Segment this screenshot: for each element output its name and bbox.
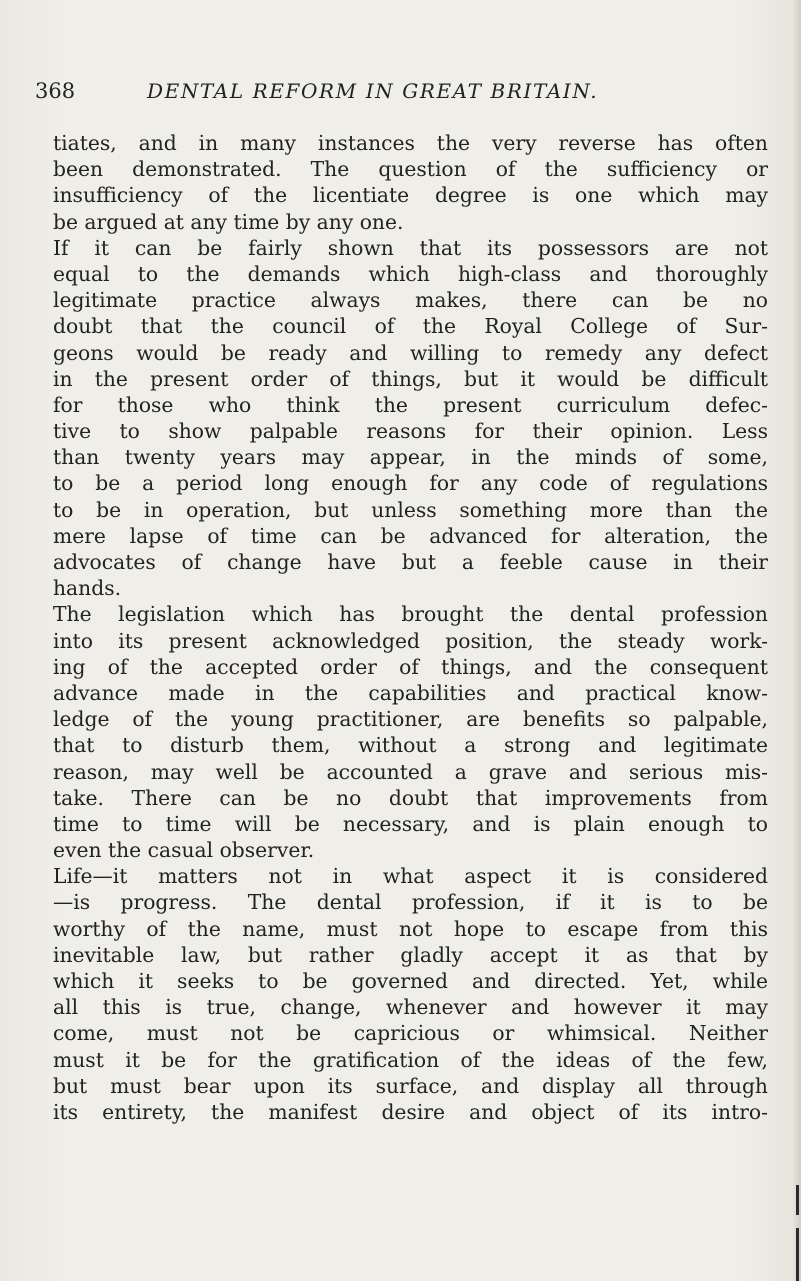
running-head: DENTAL REFORM IN GREAT BRITAIN. [147, 79, 599, 103]
body-text [53, 130, 768, 1125]
text-line: to be a period long enough for any code of regulations [53, 471, 768, 496]
page-header [35, 78, 765, 104]
text-line: reason, may well be accounted a grave and serious mis- [53, 759, 768, 784]
edge-mark [796, 1185, 799, 1215]
text-line: tiates, and in many instances the very reverse has often [53, 131, 768, 155]
text-line: for those who think the present curriculum defec- [53, 392, 768, 417]
text-line: inevitable law, but rather gladly accept it as that by [53, 942, 768, 967]
text-line: geons would be ready and willing to remedy any defect [53, 340, 768, 365]
text-line: tive to show palpable reasons for their opinion. Less [53, 419, 768, 444]
text-line: ledge of the young practitioner, are benefits so palpable, [53, 707, 768, 732]
text-line: but must bear upon its surface, and display all through [53, 1073, 768, 1098]
text-line: be argued at any time by any one. [53, 209, 404, 234]
text-line: all this is true, change, whenever and however it may [53, 995, 768, 1020]
text-line: which it seeks to be governed and directed. Yet, while [53, 969, 768, 993]
text-line: worthy of the name, must not hope to escape from this [53, 916, 768, 941]
text-line: mere lapse of time can be advanced for alteration, the [53, 523, 768, 548]
text-line: must it be for the gratification of the ideas of the few, [53, 1047, 768, 1072]
text-line: doubt that the council of the Royal College of Sur- [53, 314, 768, 339]
edge-mark [796, 1228, 799, 1281]
text-line: even the casual observer. [53, 838, 315, 863]
text-line: If it can be fairly shown that its possessors are not [53, 235, 768, 260]
text-line: to be in operation, but unless something more than the [53, 497, 768, 522]
text-line: come, must not be capricious or whimsical. Neither [53, 1021, 768, 1046]
text-line: legitimate practice always makes, there can be no [53, 288, 768, 313]
text-line: time to time will be necessary, and is plain enough to [53, 811, 768, 836]
text-line: that to disturb them, without a strong and legitimate [53, 733, 768, 758]
text-line: —is progress. The dental profession, if it is to be [53, 890, 768, 915]
text-line: into its present acknowledged position, the steady work- [53, 628, 768, 653]
text-line: insufficiency of the licentiate degree is one which may [53, 183, 768, 208]
text-line: Life—it matters not in what aspect it is considered [53, 864, 768, 889]
text-line: hands. [53, 576, 122, 601]
text-line: equal to the demands which high-class and thoroughly [53, 261, 768, 286]
text-line: than twenty years may appear, in the minds of some, [53, 445, 768, 470]
page-edge-shadow [793, 0, 801, 1281]
text-line: The legislation which has brought the dental profession [53, 602, 768, 627]
text-line: take. There can be no doubt that improvements from [53, 785, 768, 810]
text-line: advance made in the capabilities and practical know- [53, 680, 768, 705]
text-line: its entirety, the manifest desire and object of its intro- [53, 1099, 768, 1124]
text-line: in the present order of things, but it would be difficult [53, 366, 768, 391]
page-number: 368 [35, 79, 76, 103]
text-line: ing of the accepted order of things, and the consequent [53, 654, 768, 679]
text-line: been demonstrated. The question of the sufficiency or [53, 157, 768, 182]
text-line: advocates of change have but a feeble cause in their [53, 550, 768, 574]
